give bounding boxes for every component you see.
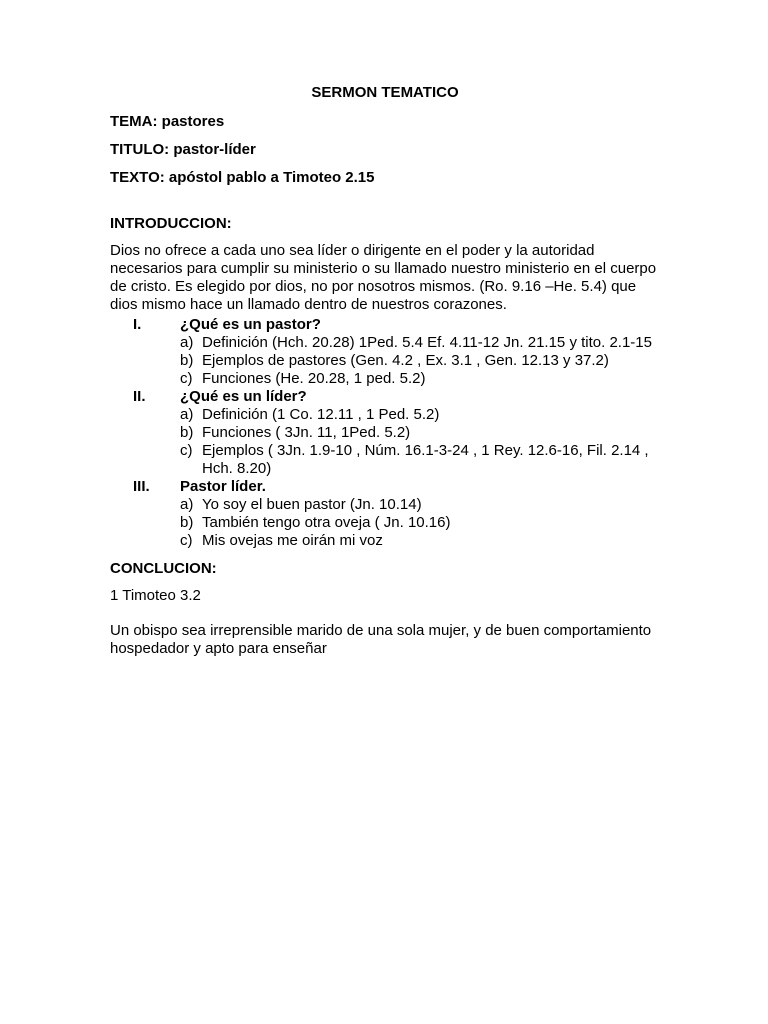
item-text: Ejemplos ( 3Jn. 1.9-10 , Núm. 16.1-3-24 , 1 Rey. 12.6-16, Fil. 2.14 , Hch. 8.20) [202,442,649,477]
document-title: SERMON TEMATICO [311,84,459,101]
item-text: Ejemplos de pastores (Gen. 4.2 , Ex. 3.1 , Gen. 12.13 y 37.2) [202,352,609,369]
list-item [180,352,660,370]
intro-paragraph: Dios no ofrece a cada uno sea líder o dirigente en el poder y la autoridad necesarios para cumplir su ministerio o su llamado nuestro ministerio en el cuerpo de cristo. Es elegido por dios, no por nosotros mismos. (Ro. 9.16 –He. 5.4) que dios mismo hace un llamado dentro de nuestros corazones. [110,242,657,313]
list-item [180,370,660,388]
item-text: También tengo otra oveja ( Jn. 10.16) [202,514,451,531]
item-letter: a) [180,496,194,513]
conclusion-heading: CONCLUCION: [110,560,217,577]
conclusion-reference: 1 Timoteo 3.2 [110,587,201,604]
outline-heading: ¿Qué es un líder? [180,388,307,405]
list-item [180,532,660,550]
list-item [180,442,660,478]
list-item [180,334,660,352]
list-item [180,496,660,514]
outline-numeral: I. [133,316,142,333]
item-letter: a) [180,406,194,423]
sermon-outline [110,316,660,550]
titulo-line: TITULO: pastor-líder [110,141,256,158]
item-letter: c) [180,370,193,387]
document-page [110,84,660,658]
item-text: Funciones (He. 20.28, 1 ped. 5.2) [202,370,426,387]
item-text: Funciones ( 3Jn. 11, 1Ped. 5.2) [202,424,411,441]
item-text: Definición (1 Co. 12.11 , 1 Ped. 5.2) [202,406,440,423]
item-letter: b) [180,352,194,369]
list-item [180,424,660,442]
item-text: Yo soy el buen pastor (Jn. 10.14) [202,496,422,513]
tema-line: TEMA: pastores [110,113,225,130]
outline-sublist [180,406,660,478]
outline-section-2 [110,388,660,478]
outline-sublist [180,496,660,550]
conclusion-text: Un obispo sea irreprensible marido de una sola mujer, y de buen comportamiento hospedador y apto para enseñar [110,622,652,657]
outline-sublist [180,334,660,388]
texto-line: TEXTO: apóstol pablo a Timoteo 2.15 [110,169,375,186]
outline-heading: Pastor líder. [180,478,266,495]
intro-heading: INTRODUCCION: [110,215,232,232]
list-item [180,406,660,424]
item-letter: c) [180,532,193,549]
outline-numeral: III. [133,478,150,495]
item-letter: a) [180,334,194,351]
item-letter: b) [180,514,194,531]
outline-numeral: II. [133,388,146,405]
list-item [180,514,660,532]
item-text: Definición (Hch. 20.28) 1Ped. 5.4 Ef. 4.11-12 Jn. 21.15 y tito. 2.1-15 [202,334,652,351]
outline-section-3 [110,478,660,550]
item-letter: b) [180,424,194,441]
outline-heading: ¿Qué es un pastor? [180,316,321,333]
item-letter: c) [180,442,193,459]
item-text: Mis ovejas me oirán mi voz [202,532,383,549]
outline-section-1 [110,316,660,388]
